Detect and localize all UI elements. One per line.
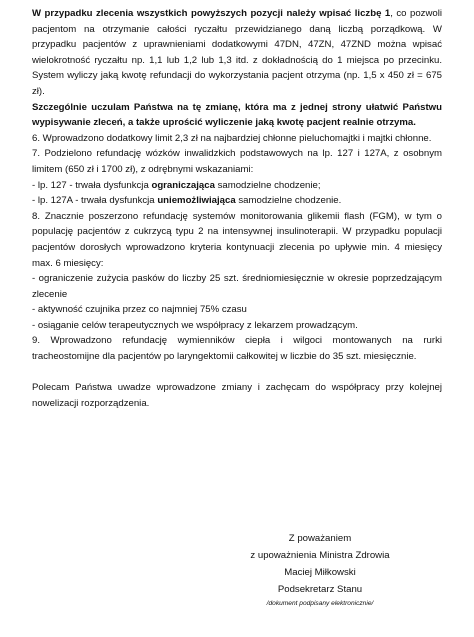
signatory-name: Maciej Miłkowski (284, 567, 356, 578)
bold-instruction: W przypadku zlecenia wszystkich powyższych pozycji należy wpisać liczbę 1 (32, 8, 391, 19)
electronic-signature-note: /dokument podpisany elektronicznie/ (266, 600, 374, 607)
list-item-127a-text: - lp. 127A - trwała dysfunkcja (32, 195, 158, 207)
warning-bold-text: Szczególnie uczulam Państwa na tę zmianę, która ma z jednej strony ułatwić Państwu wypisywanie zleceń, a także uprościć wyliczenie jaką kwotę pacjent realnie otrzyma. (32, 101, 442, 129)
signature-block (200, 530, 440, 610)
signatory-title: Podsekretarz Stanu (277, 584, 363, 595)
paragraph-ryczalt (32, 6, 442, 100)
paragraph-item-6: 6. Wprowadzono dodatkowy limit 2,3 zł na najbardziej chłonne pieluchomajtki i majtki chłonne. (32, 132, 432, 144)
list-item-127a-end: samodzielne chodzenie. (235, 195, 342, 207)
paragraph-spacer (32, 365, 442, 381)
list-item-goals: - osiąganie celów terapeutycznych we współpracy z lekarzem prowadzącym. (32, 319, 358, 331)
paragraph-warning (32, 100, 442, 131)
list-item-127a (32, 193, 442, 209)
list-item-127 (32, 178, 442, 194)
signature-greeting: Z poważaniem (288, 533, 352, 544)
signature-authorization: z upoważnienia Ministra Zdrowia (250, 550, 390, 561)
letter-body (32, 6, 442, 411)
list-item-127-end: samodzielne chodzenie; (214, 179, 321, 191)
list-item-sensor: - aktywność czujnika przez co najmniej 75% czasu (32, 304, 247, 316)
paragraph-item-7: 7. Podzielono refundację wózków inwalidzkich podstawowych na lp. 127 i 127A, z osobnym limitem (650 zł i 1700 zł), z odrębnymi wskazaniami: (32, 148, 442, 175)
paragraph-item-9: 9. Wprowadzono refundację wymienników ciepła i wilgoci montowanych na rurki tracheostomijne dla pacjentów po laryngektomii całkowitej w liczbie do 35 szt. miesięcznie. (32, 335, 442, 363)
list-item-127-text: - lp. 127 - trwała dysfunkcja (32, 179, 152, 191)
list-item-strips: - ograniczenie zużycia pasków do liczby 25 szt. średniomiesięcznie w okresie poprzedzającym zlecenie (32, 273, 442, 300)
list-item-127-bold: ograniczająca (151, 179, 215, 191)
paragraph-closing: Polecam Państwa uwadze wprowadzone zmiany i zachęcam do współpracy przy kolejnej nowelizacji rozporządzenia. (32, 382, 442, 409)
paragraph-item-8: 8. Znacznie poszerzono refundację systemów monitorowania glikemii flash (FGM), w tym o populację pacjentów z cukrzycą typu 2 na intensywnej insulinoterapii. W przypadku populacji pacjentów dorosłych wprowadzono kryteria kontynuacji zlecenia po upływie min. 4 miesięcy max. 6 miesięcy: (32, 210, 442, 269)
list-item-127a-bold: uniemożliwiająca (157, 195, 236, 207)
ryczalt-text: , co pozwoli pacjentom na otrzymanie całości ryczałtu przewidzianego daną liczbą porządkową. W przypadku pacjentów z uprawnieniami dodatkowymi 47DN, 47ZN, 47ZND można wpisać wielokrotność ryczałtu np. 1,1 lub 1,2 lub 1,3 itd. z dokładnością do 1 miejsca po przecinku. System wyliczy jaką kwotę refundacji do wykorzystania pacjent otrzyma (np. 1,5 x 450 zł = 675 zł). (32, 8, 443, 97)
